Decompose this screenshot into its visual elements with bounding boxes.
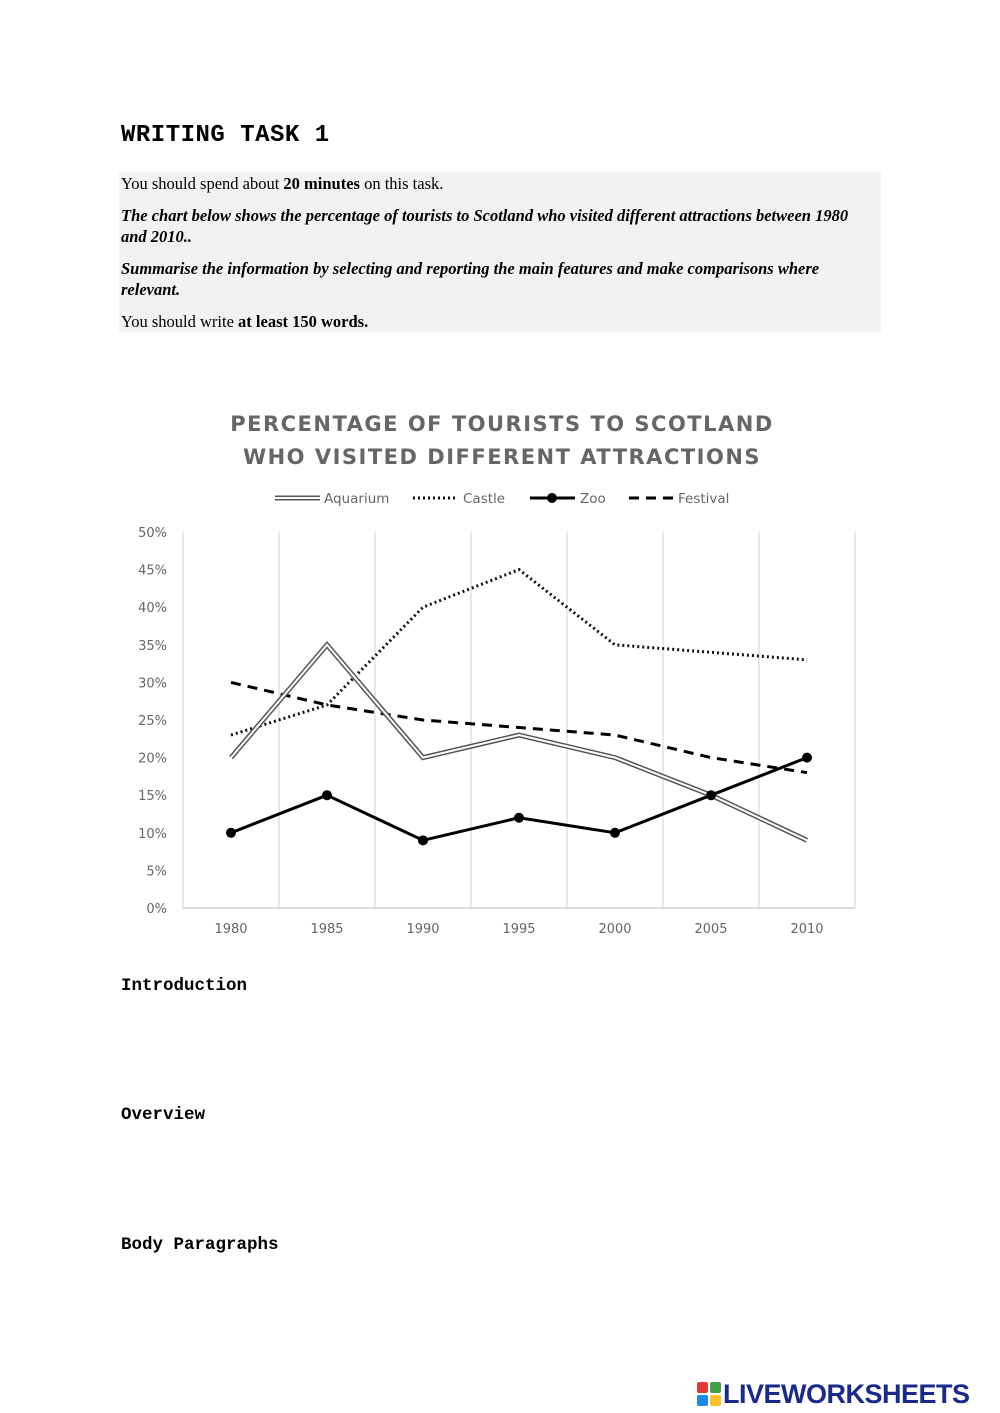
summarise-instruction: Summarise the information by selecting and reporting the main features and make comparisons where relevant. bbox=[121, 259, 820, 299]
time-instruction bbox=[121, 173, 873, 194]
series-zoo-point bbox=[226, 828, 236, 838]
word-count-instruction bbox=[121, 311, 873, 332]
series-zoo-point bbox=[610, 828, 620, 838]
body-paragraphs-heading: Body Paragraphs bbox=[121, 1235, 279, 1255]
x-tick-label: 1985 bbox=[310, 922, 344, 937]
y-tick-label: 30% bbox=[138, 676, 167, 692]
chart-legend bbox=[275, 491, 729, 507]
x-axis-ticks bbox=[214, 922, 823, 937]
legend-label-festival: Festival bbox=[678, 491, 730, 507]
series-zoo-point bbox=[706, 790, 716, 800]
logo-square-4 bbox=[710, 1395, 721, 1406]
y-tick-label: 25% bbox=[138, 714, 167, 729]
logo-square-1 bbox=[697, 1382, 708, 1393]
task-heading: WRITING TASK 1 bbox=[121, 122, 330, 149]
y-tick-label: 10% bbox=[138, 826, 167, 842]
series-aquarium-line-outer bbox=[231, 645, 807, 841]
x-tick-label: 2000 bbox=[598, 922, 632, 937]
chart-series bbox=[226, 570, 812, 846]
legend-aquarium bbox=[275, 491, 389, 507]
logo-square-2 bbox=[710, 1382, 721, 1393]
series-zoo-point bbox=[418, 835, 428, 845]
task-prompt: The chart below shows the percentage of tourists to Scotland who visited different attractions between 1980 and 2010.. bbox=[121, 206, 849, 246]
legend-zoo bbox=[530, 491, 606, 507]
legend-label-aquarium: Aquarium bbox=[324, 491, 390, 507]
line-chart bbox=[0, 395, 1000, 955]
y-tick-label: 0% bbox=[146, 902, 167, 917]
liveworksheets-brand[interactable] bbox=[697, 1376, 997, 1412]
y-tick-label: 45% bbox=[138, 563, 167, 579]
word-count-bold: at least 150 words. bbox=[238, 312, 369, 331]
y-tick-label: 15% bbox=[138, 789, 167, 805]
chart-svg bbox=[0, 395, 1000, 955]
legend-zoo-marker bbox=[547, 493, 557, 503]
series-zoo-point bbox=[322, 790, 332, 800]
chart-title-line-1: PERCENTAGE OF TOURISTS TO SCOTLAND bbox=[230, 412, 774, 436]
chart-title-line-2: WHO VISITED DIFFERENT ATTRACTIONS bbox=[242, 445, 762, 469]
x-tick-label: 1995 bbox=[502, 922, 536, 937]
liveworksheets-wordmark: LIVEWORKSHEETS bbox=[723, 1378, 970, 1409]
series-aquarium-line-inner bbox=[231, 645, 807, 841]
y-tick-label: 35% bbox=[138, 638, 167, 654]
word-count-text: You should write bbox=[121, 312, 239, 331]
x-tick-label: 2005 bbox=[694, 922, 728, 937]
y-tick-label: 50% bbox=[138, 526, 167, 541]
introduction-heading: Introduction bbox=[121, 976, 248, 996]
legend-castle bbox=[413, 491, 505, 507]
logo-square-3 bbox=[697, 1395, 708, 1406]
legend-festival bbox=[629, 491, 729, 507]
instructions-box bbox=[119, 172, 881, 332]
overview-heading: Overview bbox=[121, 1105, 206, 1125]
legend-label-castle: Castle bbox=[463, 491, 506, 507]
chart-grid bbox=[183, 532, 855, 908]
x-tick-label: 1990 bbox=[406, 922, 440, 937]
series-zoo-point bbox=[802, 753, 812, 763]
series-festival-line bbox=[231, 682, 807, 772]
legend-label-zoo: Zoo bbox=[580, 491, 606, 507]
y-tick-label: 20% bbox=[138, 751, 167, 767]
y-tick-label: 40% bbox=[138, 601, 167, 617]
time-instruction-text: You should spend about bbox=[121, 174, 284, 193]
x-tick-label: 1980 bbox=[214, 922, 248, 937]
liveworksheets-logo-icon bbox=[697, 1382, 721, 1406]
series-zoo-point bbox=[514, 813, 524, 823]
x-tick-label: 2010 bbox=[790, 922, 824, 937]
y-axis-ticks bbox=[138, 526, 167, 917]
time-instruction-end: on this task. bbox=[359, 174, 444, 193]
y-tick-label: 5% bbox=[146, 864, 167, 880]
time-instruction-bold: 20 minutes bbox=[283, 174, 360, 193]
